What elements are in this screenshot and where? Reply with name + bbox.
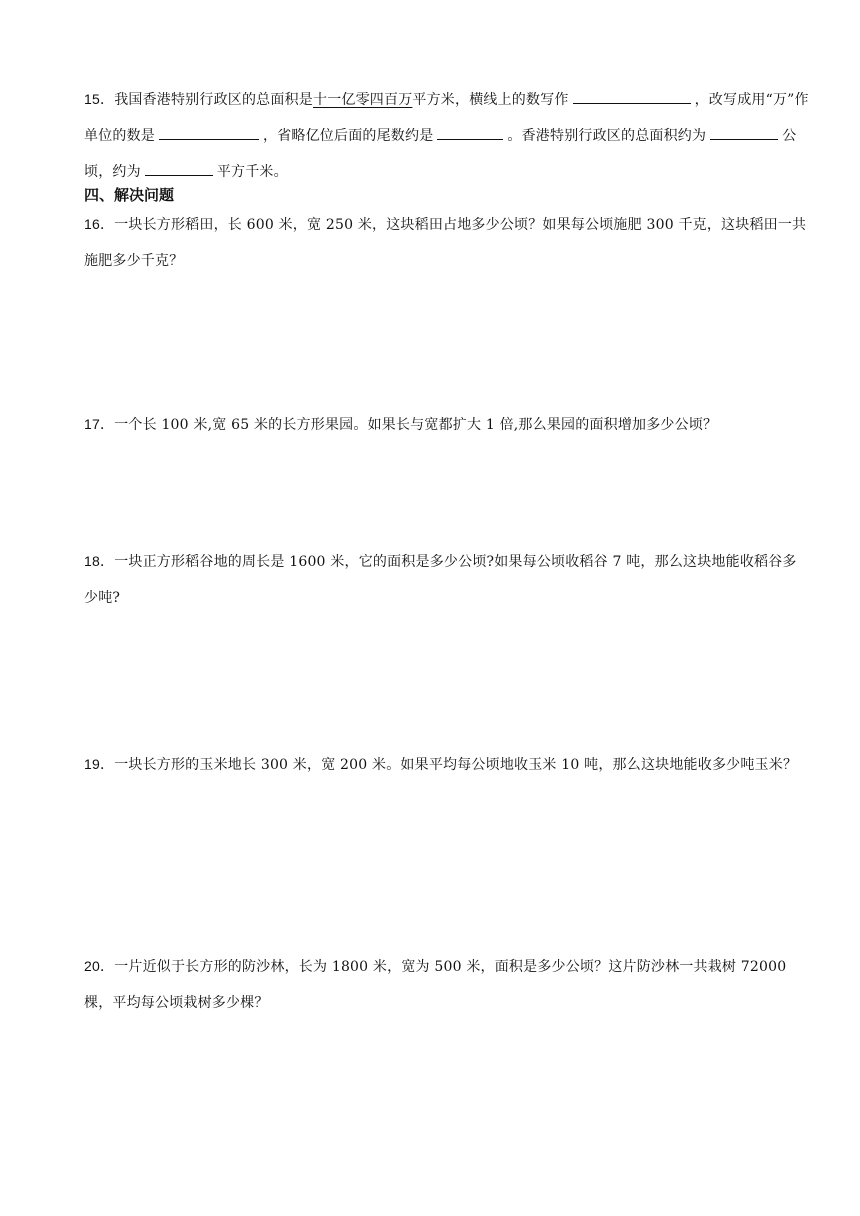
answer-blank-yi[interactable] [437, 125, 503, 140]
question-number: 18． [84, 553, 115, 569]
question-number: 17． [84, 416, 115, 432]
question-text: 一片近似于长方形的防沙林，长为 1800 米，宽为 500 米，面积是多少公顷？这片防沙林一共栽树 72000 棵，平均每公顷栽树多少棵？ [84, 959, 787, 1011]
question-text: ，改写成用“万”作单位的数是 [84, 92, 809, 144]
answer-blank-digits[interactable] [573, 89, 691, 104]
question-number: 16． [84, 216, 115, 232]
question-15 [84, 81, 810, 190]
question-text: 平方千米。 [216, 164, 288, 180]
question-20 [84, 948, 810, 1021]
question-text: 平方米，横线上的数写作 [412, 92, 569, 108]
question-19 [84, 746, 810, 783]
question-number: 19． [84, 756, 115, 772]
question-17 [84, 406, 810, 443]
question-text: 公顷，约为 [84, 128, 797, 180]
underlined-number-words: 十一亿零四百万 [313, 92, 413, 108]
question-text: 一块正方形稻谷地的周长是 1600 米，它的面积是多少公顷?如果每公顷收稻谷 7 吨，那么这块地能收稻谷多少吨? [84, 554, 797, 606]
answer-blank-square-km[interactable] [145, 161, 213, 176]
question-text: ，省略亿位后面的尾数约是 [263, 128, 434, 144]
question-text: 我国香港特别行政区的总面积是 [114, 92, 313, 108]
question-text: 一个长 100 米,宽 65 米的长方形果园。如果长与宽都扩大 1 倍,那么果园的面积增加多少公顷？ [114, 417, 718, 433]
question-16 [84, 206, 810, 279]
question-number: 20． [84, 958, 115, 974]
question-text: 一块长方形稻田，长 600 米，宽 250 米，这块稻田占地多少公顷？如果每公顷施肥 300 千克，这块稻田一共施肥多少千克？ [84, 217, 807, 269]
question-18 [84, 543, 810, 616]
answer-blank-hectares[interactable] [710, 125, 778, 140]
question-text: 。香港特别行政区的总面积约为 [507, 128, 707, 144]
question-text: 一块长方形的玉米地长 300 米，宽 200 米。如果平均每公顷地收玉米 10 吨，那么这块地能收多少吨玉米？ [114, 757, 798, 773]
section-title: 四、解决问题 [84, 186, 175, 204]
question-number: 15． [84, 91, 115, 107]
answer-blank-wan[interactable] [159, 125, 259, 140]
